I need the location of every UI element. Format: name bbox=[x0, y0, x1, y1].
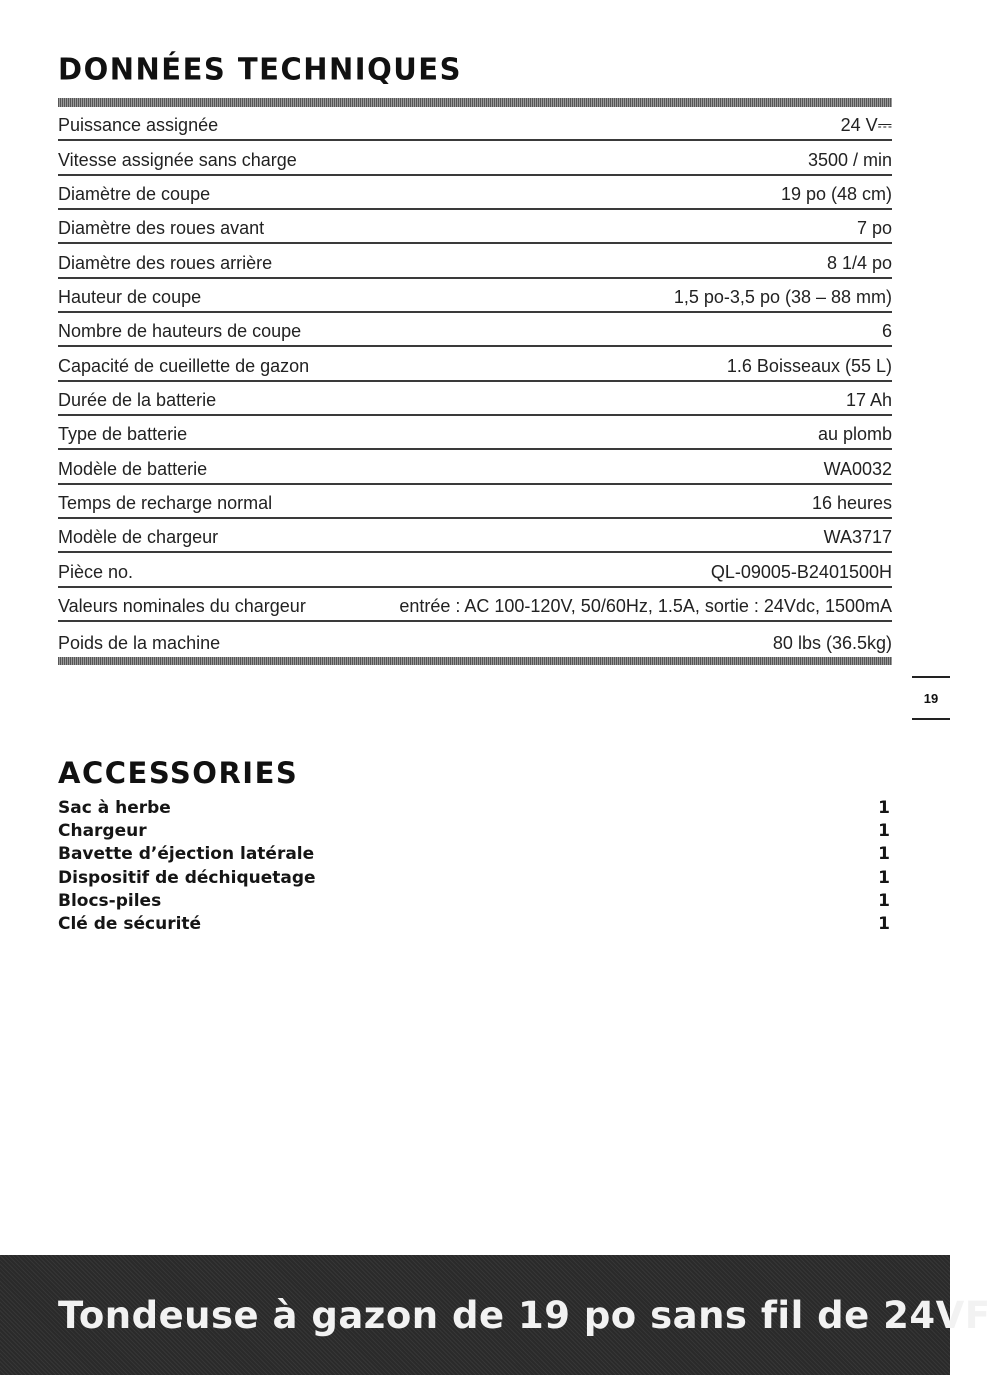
spec-label: Type de batterie bbox=[58, 424, 188, 445]
spec-label: Modèle de batterie bbox=[58, 458, 208, 479]
spec-value: 24 V⎓ bbox=[840, 115, 892, 136]
accessory-item bbox=[58, 819, 890, 842]
spec-label: Capacité de cueillette de gazon bbox=[58, 355, 310, 376]
spec-row bbox=[58, 347, 892, 381]
product-title: Tondeuse à gazon de 19 po sans fil de 24V bbox=[58, 1293, 965, 1337]
spec-label: Hauteur de coupe bbox=[58, 287, 202, 308]
spec-value: 6 bbox=[881, 321, 892, 342]
spec-value: au plomb bbox=[817, 424, 892, 445]
spec-row bbox=[58, 588, 892, 622]
page-number: 19 bbox=[912, 676, 950, 720]
spec-value: WA0032 bbox=[823, 458, 892, 479]
spec-value: 1.6 Boisseaux (55 L) bbox=[726, 355, 892, 376]
page-title: DONNÉES TECHNIQUES bbox=[58, 51, 462, 87]
spec-row bbox=[58, 622, 892, 656]
accessory-name: Chargeur bbox=[58, 820, 147, 841]
spec-value: 1,5 po-3,5 po (38 – 88 mm) bbox=[673, 287, 892, 308]
accessory-qty: 1 bbox=[878, 797, 890, 818]
spec-rows bbox=[58, 107, 892, 657]
language-code: F bbox=[964, 1293, 990, 1337]
spec-label: Durée de la batterie bbox=[58, 390, 217, 411]
spec-label: Vitesse assignée sans charge bbox=[58, 149, 297, 170]
spec-value: QL-09005-B2401500H bbox=[710, 561, 892, 582]
spec-value: 16 heures bbox=[811, 493, 892, 514]
spec-label: Temps de recharge normal bbox=[58, 493, 273, 514]
accessory-qty: 1 bbox=[878, 820, 890, 841]
spec-label: Pièce no. bbox=[58, 561, 134, 582]
accessory-qty: 1 bbox=[878, 844, 890, 865]
accessories-list bbox=[58, 796, 890, 936]
accessory-qty: 1 bbox=[878, 890, 890, 911]
spec-value: 8 1/4 po bbox=[826, 252, 892, 273]
spec-row bbox=[58, 553, 892, 587]
spec-row bbox=[58, 485, 892, 519]
spec-row bbox=[58, 176, 892, 210]
spec-label: Poids de la machine bbox=[58, 632, 221, 653]
spec-label: Modèle de chargeur bbox=[58, 527, 219, 548]
spec-row bbox=[58, 244, 892, 278]
accessory-qty: 1 bbox=[878, 914, 890, 935]
spec-row bbox=[58, 416, 892, 450]
accessories-title: ACCESSORIES bbox=[58, 756, 299, 790]
accessory-item bbox=[58, 796, 890, 819]
spec-row bbox=[58, 313, 892, 347]
spec-label: Diamètre de coupe bbox=[58, 184, 211, 205]
spec-row bbox=[58, 519, 892, 553]
spec-value: 17 Ah bbox=[845, 390, 892, 411]
accessory-name: Dispositif de déchiquetage bbox=[58, 867, 316, 888]
accessory-name: Sac à herbe bbox=[58, 797, 171, 818]
accessory-item bbox=[58, 889, 890, 912]
spec-row bbox=[58, 450, 892, 484]
spec-row bbox=[58, 141, 892, 175]
spec-row bbox=[58, 107, 892, 141]
table-bottom-bar bbox=[58, 657, 892, 665]
spec-row bbox=[58, 382, 892, 416]
spec-value: 19 po (48 cm) bbox=[780, 184, 892, 205]
spec-label: Diamètre des roues avant bbox=[58, 218, 265, 239]
accessory-name: Blocs-piles bbox=[58, 890, 162, 911]
spec-value: 80 lbs (36.5kg) bbox=[772, 632, 892, 653]
table-top-bar bbox=[58, 98, 892, 107]
footer-banner bbox=[0, 1255, 990, 1375]
accessory-name: Bavette d’éjection latérale bbox=[58, 844, 315, 865]
spec-label: Puissance assignée bbox=[58, 115, 219, 136]
spec-table bbox=[58, 98, 892, 665]
spec-label: Valeurs nominales du chargeur bbox=[58, 596, 306, 617]
accessory-item bbox=[58, 866, 890, 889]
spec-value: entrée : AC 100-120V, 50/60Hz, 1.5A, sortie : 24Vdc, 1500mA bbox=[399, 596, 892, 617]
accessory-item bbox=[58, 843, 890, 866]
spec-row bbox=[58, 210, 892, 244]
spec-value: 3500 / min bbox=[807, 149, 892, 170]
accessory-item bbox=[58, 912, 890, 935]
spec-value: 7 po bbox=[856, 218, 892, 239]
accessory-qty: 1 bbox=[878, 867, 890, 888]
accessory-name: Clé de sécurité bbox=[58, 914, 202, 935]
spec-row bbox=[58, 279, 892, 313]
spec-value: WA3717 bbox=[823, 527, 892, 548]
spec-label: Diamètre des roues arrière bbox=[58, 252, 273, 273]
spec-label: Nombre de hauteurs de coupe bbox=[58, 321, 302, 342]
